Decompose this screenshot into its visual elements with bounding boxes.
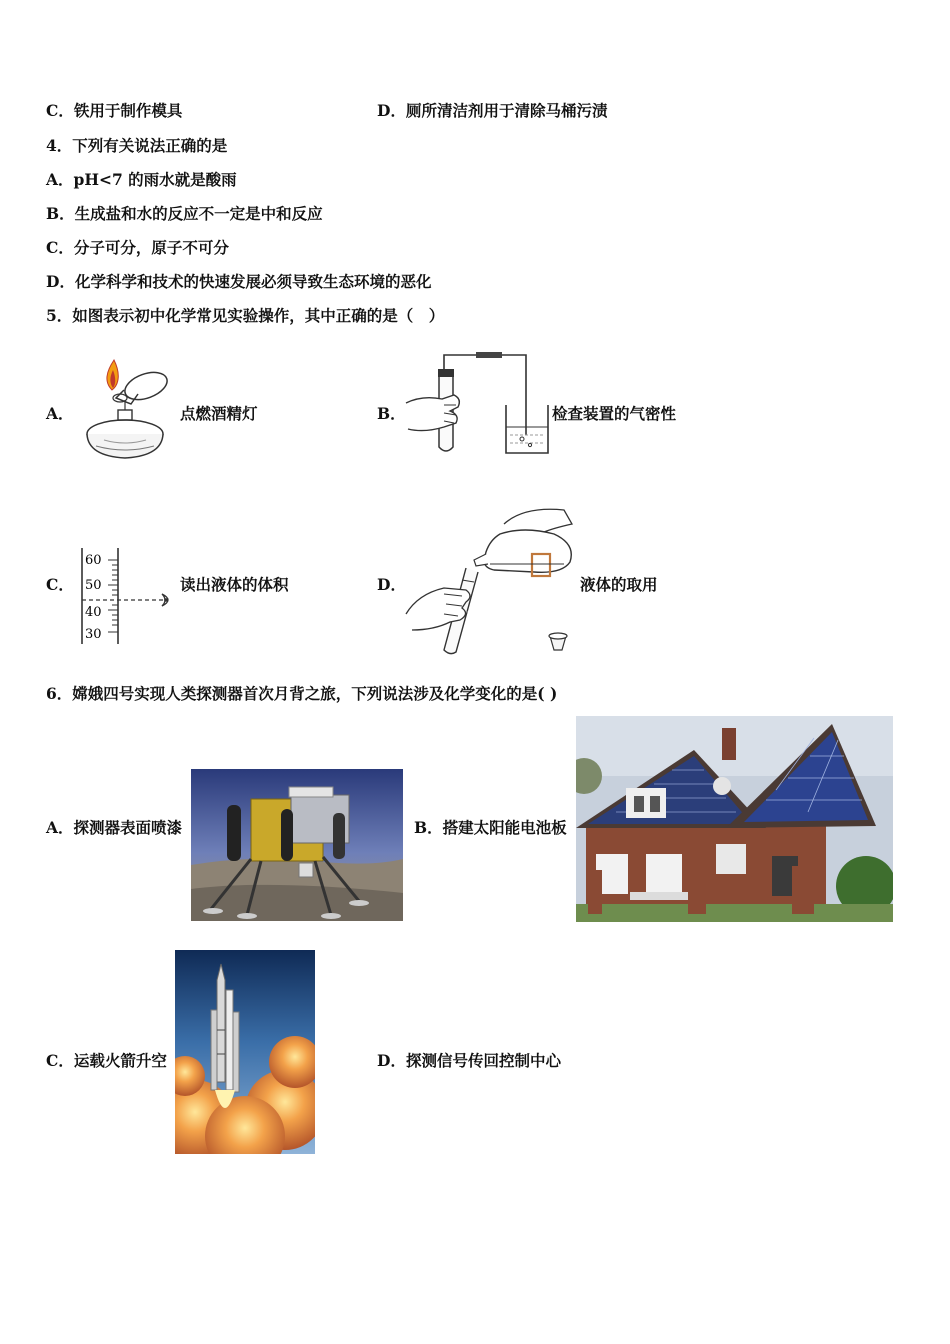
q4-option-c: C．分子可分，原子不可分 [46,238,229,257]
q6-option-c: C．运载火箭升空 [46,1051,167,1070]
q4-stem: 4．下列有关说法正确的是 [46,136,228,155]
q5-stem: 5．如图表示初中化学常见实验操作，其中正确的是（ ） [46,306,445,325]
q5-option-b-text: 检查装置的气密性 [552,404,677,423]
q5-option-c-letter: C． [46,575,74,594]
q5-option-c-text: 读出液体的体积 [180,575,289,594]
q3-option-d: D．厕所清洁剂用于清除马桶污渍 [377,101,608,120]
q5-option-d-text: 液体的取用 [580,575,658,594]
q5-option-a-letter: A． [46,404,74,423]
q5-option-d-letter: D． [377,575,406,594]
q6-option-b: B．搭建太阳能电池板 [414,818,567,837]
lunar-lander-photo [191,769,403,921]
rocket-launch-photo [175,950,315,1154]
cylinder-tick-50: 50 [85,578,102,593]
q3-option-c: C．铁用于制作模具 [46,101,183,120]
q5-option-a-text: 点燃酒精灯 [180,404,258,423]
q6-option-a: A．探测器表面喷漆 [46,818,183,837]
graduated-cylinder-figure [78,546,178,646]
q4-option-a: A．pH<7 的雨水就是酸雨 [46,170,237,189]
cylinder-tick-40: 40 [85,605,102,620]
liquid-pouring-figure [404,504,578,658]
q6-option-d: D．探测信号传回控制中心 [377,1051,561,1070]
q6-stem: 6．嫦娥四号实现人类探测器首次月背之旅，下列说法涉及化学变化的是( ) [46,684,558,703]
airtightness-check-figure [404,347,552,459]
cylinder-tick-30: 30 [85,627,102,642]
q5-option-b-letter: B． [377,404,406,423]
solar-house-photo [576,716,893,922]
q4-option-b: B．生成盐和水的反应不一定是中和反应 [46,204,323,223]
q4-option-d: D．化学科学和技术的快速发展必须导致生态环境的恶化 [46,272,432,291]
cylinder-tick-60: 60 [85,553,102,568]
alcohol-lamp-figure [76,356,176,462]
